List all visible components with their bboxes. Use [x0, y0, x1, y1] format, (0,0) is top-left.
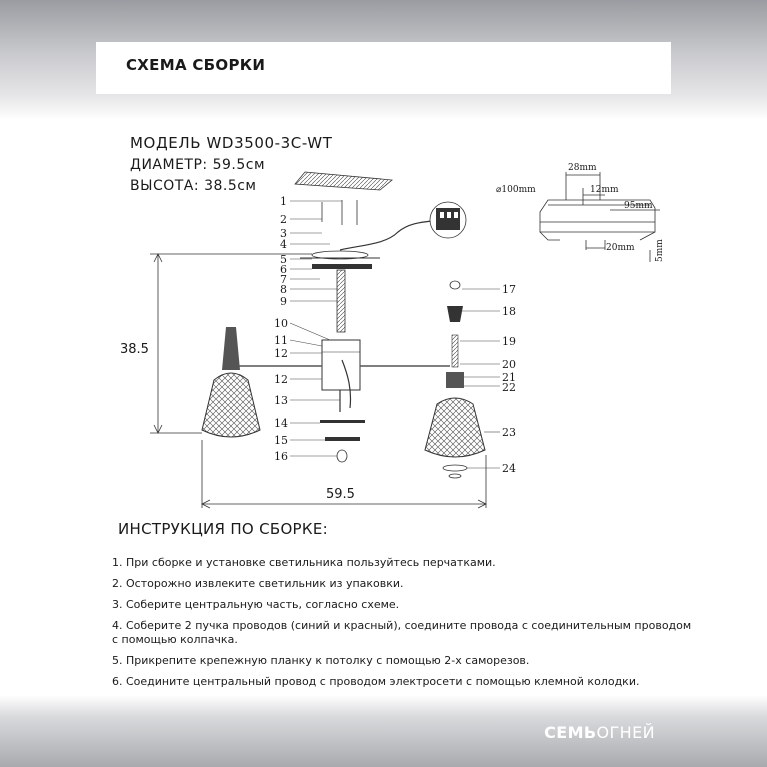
part-number: 11 [274, 334, 288, 347]
height-value: 38.5см [204, 178, 257, 194]
part-number: 2 [280, 213, 287, 226]
height-dimension: 38.5 [120, 342, 149, 357]
diameter-value: 59.5см [212, 157, 266, 173]
part-number: 20 [502, 358, 516, 371]
part-number: 23 [502, 426, 516, 439]
left-lamp-shade [202, 327, 260, 437]
terminal-block [340, 202, 466, 250]
part-number: 12 [274, 347, 288, 360]
part-number: 21 [502, 371, 516, 384]
part-number: 6 [280, 263, 287, 276]
part-number: 7 [280, 273, 287, 286]
central-rod [337, 270, 345, 332]
diameter-label: ДИАМЕТР: [130, 157, 208, 173]
part-number: 16 [274, 450, 288, 463]
instructions-title: ИНСТРУКЦИЯ ПО СБОРКЕ: [118, 520, 328, 538]
instruction-step: 6. Соедините центральный провод с проводом электросети с помощью клемной колодки. [112, 675, 640, 688]
part-number: 14 [274, 417, 288, 430]
part-number: 22 [502, 381, 516, 394]
mount-bracket [300, 200, 380, 259]
part-number: 17 [502, 283, 516, 296]
detail-label: 5mm [655, 239, 665, 262]
center-body [322, 340, 360, 412]
canopy [312, 264, 372, 269]
part-number: 4 [280, 238, 287, 251]
part-number: 5 [280, 253, 287, 266]
part-numbers-left [274, 195, 288, 463]
detail-label: 20mm [606, 243, 635, 253]
instruction-step: 2. Осторожно извлеките светильник из упаковки. [112, 577, 404, 590]
instruction-steps [112, 556, 692, 696]
detail-label: ⌀100mm [496, 185, 536, 195]
height-label: ВЫСОТА: [130, 178, 200, 194]
part-number: 3 [280, 227, 287, 240]
ceiling-plate [295, 172, 392, 190]
part-number: 8 [280, 283, 287, 296]
instruction-step: 1. При сборке и установке светильника пользуйтесь перчатками. [112, 556, 496, 569]
detail-label: 95mm [624, 201, 653, 211]
model-name: МОДЕЛЬ WD3500-3C-WT [130, 134, 333, 152]
part-number: 18 [502, 305, 516, 318]
part-number: 9 [280, 295, 287, 308]
instruction-step: 3. Соберите центральную часть, согласно схеме. [112, 598, 400, 611]
part-number: 19 [502, 335, 516, 348]
brand-bold: СЕМЬ [544, 723, 597, 742]
brand-light: ОГНЕЙ [596, 723, 655, 742]
width-dimension: 59.5 [326, 487, 355, 502]
part-number: 12 [274, 373, 288, 386]
part-number: 13 [274, 394, 288, 407]
part-number: 24 [502, 462, 516, 475]
right-lamp-parts [425, 281, 485, 478]
dimension-lines [150, 254, 486, 508]
part-number: 10 [274, 317, 288, 330]
brand-logo [544, 723, 655, 742]
instruction-step: 5. Прикрепите крепежную планку к потолку с помощью 2-х саморезов. [112, 654, 530, 667]
part-number: 15 [274, 434, 288, 447]
detail-label: 28mm [568, 163, 597, 173]
page-title: СХЕМА СБОРКИ [126, 56, 266, 74]
part-number: 1 [280, 195, 287, 208]
part-numbers-right [502, 283, 516, 475]
instruction-step: 4. Соберите 2 пучка проводов (синий и красный), соедините провода с соединительным проводом с помощью колпачка. [112, 619, 692, 646]
detail-label: 12mm [590, 185, 619, 195]
